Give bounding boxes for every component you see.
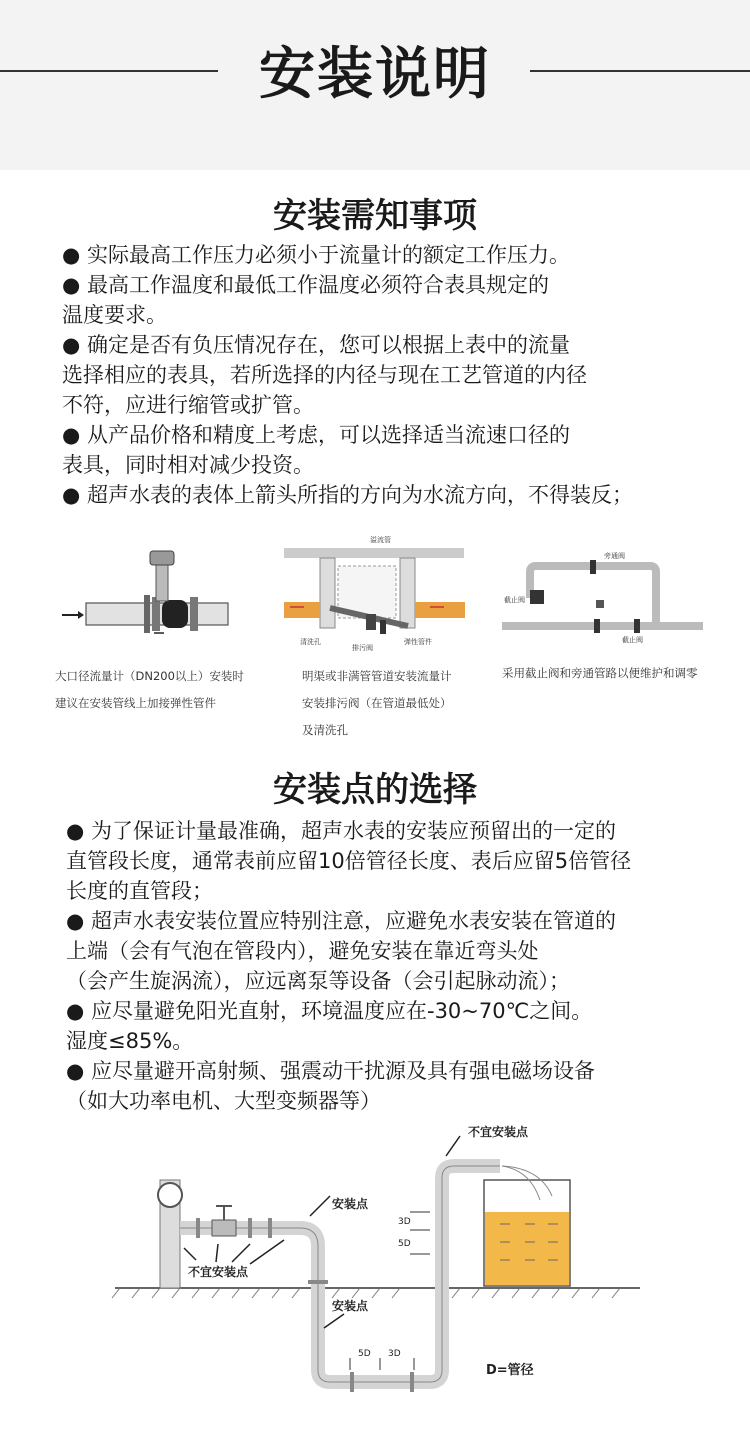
page-title: 安装说明 (259, 42, 491, 107)
dim-5d-bottom: 5D (358, 1349, 371, 1359)
stop-valve-label-2: 截止阀 (622, 636, 643, 643)
notice-list (62, 240, 702, 510)
location-section-title: 安装点的选择 (273, 770, 477, 810)
location-list (66, 816, 706, 1116)
location-line: （会产生旋涡流），应远离泵等设备（会引起脉动流）； (66, 969, 570, 993)
location-line: ● 超声水表安装位置应特别注意，应避免水表安装在管道的 (66, 909, 616, 933)
location-line: 直管段长度，通常表前应留10倍管径长度、表后应留5倍管径 (66, 849, 632, 873)
dim-3d-bottom: 3D (388, 1349, 401, 1359)
pipe-diameter-note: D=管径 (486, 1363, 534, 1378)
install-point-label-1: 安装点 (332, 1197, 369, 1211)
not-suitable-label-left: 不宜安装点 (188, 1265, 249, 1279)
dim-5d-top: 5D (398, 1239, 411, 1249)
open-channel-figure (280, 530, 470, 655)
notice-line: ● 从产品价格和精度上考虑，可以选择适当流速口径的 (62, 423, 570, 447)
notice-line: ● 确定是否有负压情况存在，您可以根据上表中的流量 (62, 333, 570, 357)
location-line: ● 应尽量避开高射频、强震动干扰源及具有强电磁场设备 (66, 1059, 595, 1083)
install-point-label-2: 安装点 (332, 1299, 369, 1313)
location-line: ● 为了保证计量最准确，超声水表的安装应预留出的一定的 (66, 819, 616, 843)
bypass-valve-label: 旁通阀 (604, 552, 625, 560)
figure3-caption: 采用截止阀和旁通管路以便维护和调零 (502, 666, 698, 680)
notice-line: 不符，应进行缩管或扩管。 (62, 393, 314, 417)
figure1-caption: 大口径流量计（DN200以上）安装时 建议在安装管线上加接弹性管件 (55, 669, 244, 710)
clean-hole-label: 清洗孔 (300, 638, 321, 646)
stop-valve-label-1: 截止阀 (504, 596, 525, 604)
notice-line: ● 实际最高工作压力必须小于流量计的额定工作压力。 (62, 243, 570, 267)
elastic-coupling-figure (58, 545, 238, 655)
elastic-label: 弹性管件 (404, 638, 432, 646)
location-line: 长度的直管段； (66, 879, 213, 903)
bypass-figure (500, 548, 705, 643)
location-line: （如大功率电机、大型变频器等） (66, 1089, 381, 1113)
notice-line: ● 最高工作温度和最低工作温度必须符合表具规定的 (62, 273, 549, 297)
not-suitable-label-top: 不宜安装点 (468, 1125, 529, 1139)
location-line: 上端（会有气泡在管段内），避免安装在靠近弯头处 (66, 939, 539, 963)
notice-line: 选择相应的表具，若所选择的内径与现在工艺管道的内径 (62, 363, 587, 387)
notice-section-title: 安装需知事项 (273, 196, 477, 236)
drain-valve-label: 排污阀 (352, 644, 373, 652)
notice-line: 表具，同时相对减少投资。 (62, 453, 314, 477)
location-line: ● 应尽量避免阳光直射，环境温度应在-30~70℃之间。 (66, 999, 593, 1023)
notice-line: 温度要求。 (62, 303, 167, 327)
dim-3d-top: 3D (398, 1217, 411, 1227)
location-line: 湿度≤85%。 (66, 1029, 194, 1053)
installation-point-diagram (100, 1120, 660, 1400)
notice-line: ● 超声水表的表体上箭头所指的方向为水流方向，不得装反； (62, 483, 633, 507)
figure2-caption: 明渠或非满管管道安装流量计 安装排污阀（在管道最低处） 及清洗孔 (302, 669, 452, 737)
overflow-label: 溢流管 (370, 536, 391, 544)
